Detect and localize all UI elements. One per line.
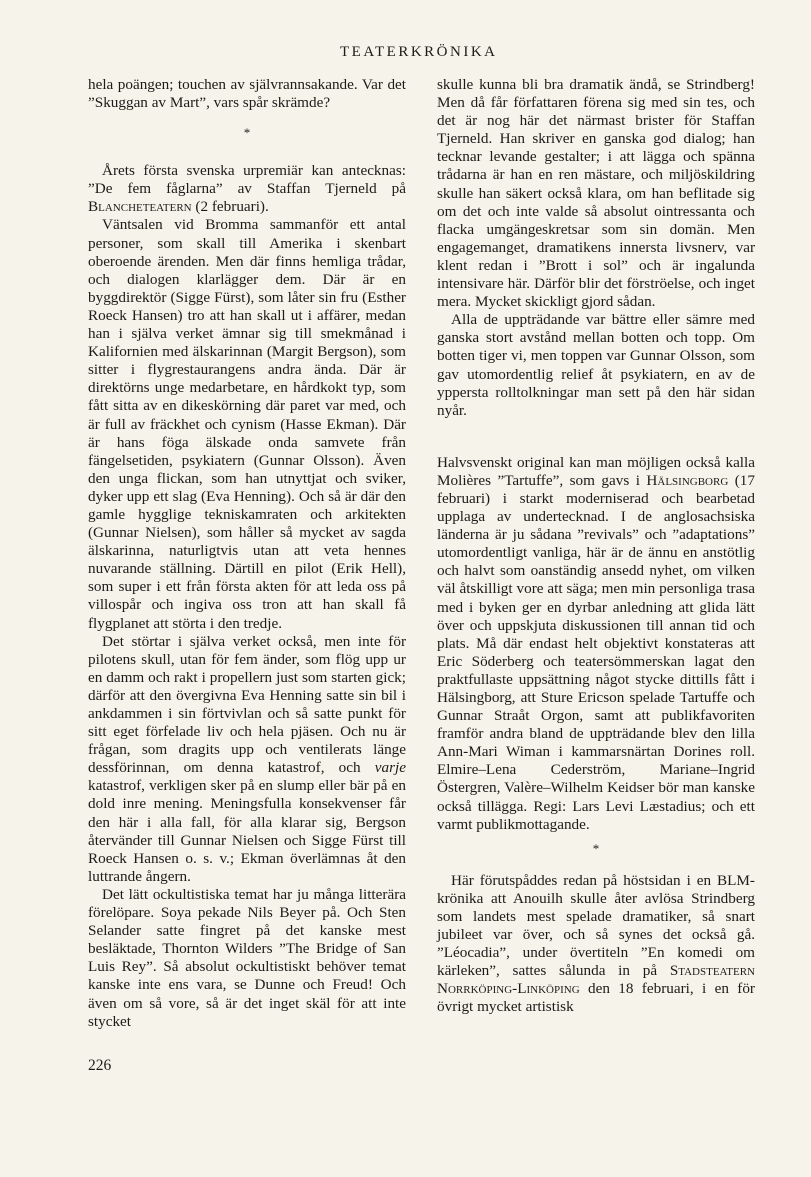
section-separator-asterisk: * xyxy=(592,840,600,856)
text: Det störtar i själva verket också, men inte för pilotens skull, utan för fem änder, som flög upp ur en damm och rakt i propellern just som starten gick; därför att den övergivna Eva Henning satte sin bil i ankdammen i sin förtvivlan och så satte punkt för sitt eget förfelade liv och hela pjäsen. Och nu är frågan, som dragits upp och ventilerats länge dessförinnan, om denna katastrof, och xyxy=(88,632,406,777)
text: Årets första svenska urpremiär kan antecknas: ”De fem fåglarna” av Staffan Tjerneld på xyxy=(88,162,406,198)
left-column xyxy=(88,76,406,1031)
theatre-name: Hälsingborg xyxy=(646,471,729,489)
emphasis: varje xyxy=(374,759,406,777)
paragraph xyxy=(437,454,755,834)
text: (17 februari) i starkt moderniserad och bearbetad upplaga av undertecknad. I de anglosachsiska länderna är ju sådana ”revivals” och ”adaptations” utomordentligt vanliga, här är de ännu en anstötlig och halvt som oanständig ansedd nyhet, om vilken väl åtskilligt vore att säga; men min personliga trasa med i byken ger en dyrbar anledning att glida lätt över och uppskjuta diskussionen till annan tid och plats. Må där endast helt objektivt konstateras att Eric Söderberg och teatersömmerskan lagat den praktfullaste uppsättning något stycke dittills fått i Hälsingborg, att Sture Ericson spelade Tartuffe och Gunnar Straåt Orgon, samt att publikfavoriten framför andra bland de uppträdande blev den lilla Ann-Mari Wiman i kammarsnärtan Dorines roll. Elmire–Lena Cederström, Mariane–Ingrid Östergren, Valère–Wilhelm Keidser bör man kanske också tillägga. Regi: Lars Levi Læstadius; och ett varmt publikmottagande. xyxy=(437,471,755,833)
paragraph xyxy=(88,162,406,216)
paragraph: Det lätt ockultistiska temat har ju många litterära förelöpare. Soya pekade Nils Beyer på. Och Sten Selander satte fingret på det kanske mest besläktade, Thornton Wilders ”The Bridge of San Luis Rey”. Så absolut ockultistiskt behöver temat kanske inte ens vara, se Dunne och Freud! Och även om så vore, så är det inget skäl för att inte stycket xyxy=(88,885,406,1030)
theatre-name: Stadsteatern Norrköping-Linköping xyxy=(437,962,755,998)
paragraph: skulle kunna bli bra dramatik ändå, se Strindberg! Men då får författaren förena sig med sin tes, och det är nog här det närmast brister för Staffan Tjerneld. Han skriver en ganska god dialog; han tecknar levande gestalter; i att lägga och spänna trådarna är han en ren mästare, och miljöskildring skulle han säkert också klara, om han beflitade sig om det och inte valde så absolut ointressanta och flacka umgängeskretsar som sin domän. Men engagemanget, dramatikens innersta livsnerv, var klent redan i ”Brott i sol” och är ingalunda intensivare här. Därför blir det förströelse, och inget mera. Mycket skickligt gjord sådan. xyxy=(437,76,755,311)
section-separator-asterisk: * xyxy=(243,125,251,141)
paragraph: Väntsalen vid Bromma sammanför ett antal personer, som skall till Amerika i skenbart oberoende ärenden. Men där finns hemliga trådar, och dialogen klarlägger dem. Där är en byggdirektör (Sigge Fürst), som låter sin fru (Esther Roeck Hansen) tro att han skall ut i affärer, medan han i själva verket ämnar sig till smekmånad i Kalifornien med älskarinnan (Margit Bergson), som sitter i flygrestaurangens andra ända. Där är direktörns unge medarbetare, en hårdkokt typ, som fått sitta av en dikeskörning där paret var med, och är full av fräckhet och cynism (Hasse Ekman). Där är hans föga älskade onda samvete från fängelsetiden, psykiatern (Gunnar Olsson). Även den unga flickan, som han utnyttjat och sviker, dyker upp ett slag (Eva Henning). Och så är där den gamle hygglige tekniskamraten och arkitekten (Gunnar Nielsen), som håller så mycket av sagda älskarinna, naturligtvis utan att veta hennes nuvarande ställning. Därtill en pilot (Erik Hell), som super i ett från första akten för att leda oss på villospår och ingiva oss tron att han skall få flygplanet att störta i den tredje. xyxy=(88,216,406,632)
paragraph: Alla de uppträdande var bättre eller sämre med ganska stort avstånd mellan botten och topp. Om botten tiger vi, men toppen var Gunnar Olsson, som gav utomordentlig relief åt psykiatern, en av de yppersta rolltolkningar man sett på den här sidan nyår. xyxy=(437,311,755,419)
text: Halvsvenskt original kan man möjligen också kalla Molières ”Tartuffe”, som gavs i xyxy=(437,453,755,489)
text: Här förutspåddes redan på höstsidan i en BLM-krönika att Anouilh skulle åter avlösa Strindberg som landets mest spelade dramatiker, så snart jubileet var över, och så synes det också gå. ”Léocadia”, under övertiteln ”En komedi om kärleken”, sattes sålunda in på xyxy=(437,871,755,980)
paragraph: hela poängen; touchen av självrannsakande. Var det ”Skuggan av Mart”, vars spår skrämde? xyxy=(88,76,406,112)
text: (2 februari). xyxy=(191,198,269,216)
paragraph xyxy=(88,633,406,886)
page-number: 226 xyxy=(88,1057,112,1074)
text: den 18 februari, i en för övrigt mycket artistisk xyxy=(437,980,755,1016)
theatre-name: Blancheteatern xyxy=(88,198,192,216)
right-column xyxy=(437,76,755,1017)
text: katastrof, verkligen sker på en slump eller bär på en dold inre mening. Meningsfulla konsekvenser får den här i alla fall, för alla klarar sig, Bergson återvänder till Gunnar Nielsen och Sigge Fürst till Roeck Hansen o. s. v.; Ekman överlämnas åt den luttrande ångern. xyxy=(88,777,406,885)
paragraph xyxy=(437,872,755,1017)
running-title: TEATERKRÖNIKA xyxy=(340,44,498,60)
